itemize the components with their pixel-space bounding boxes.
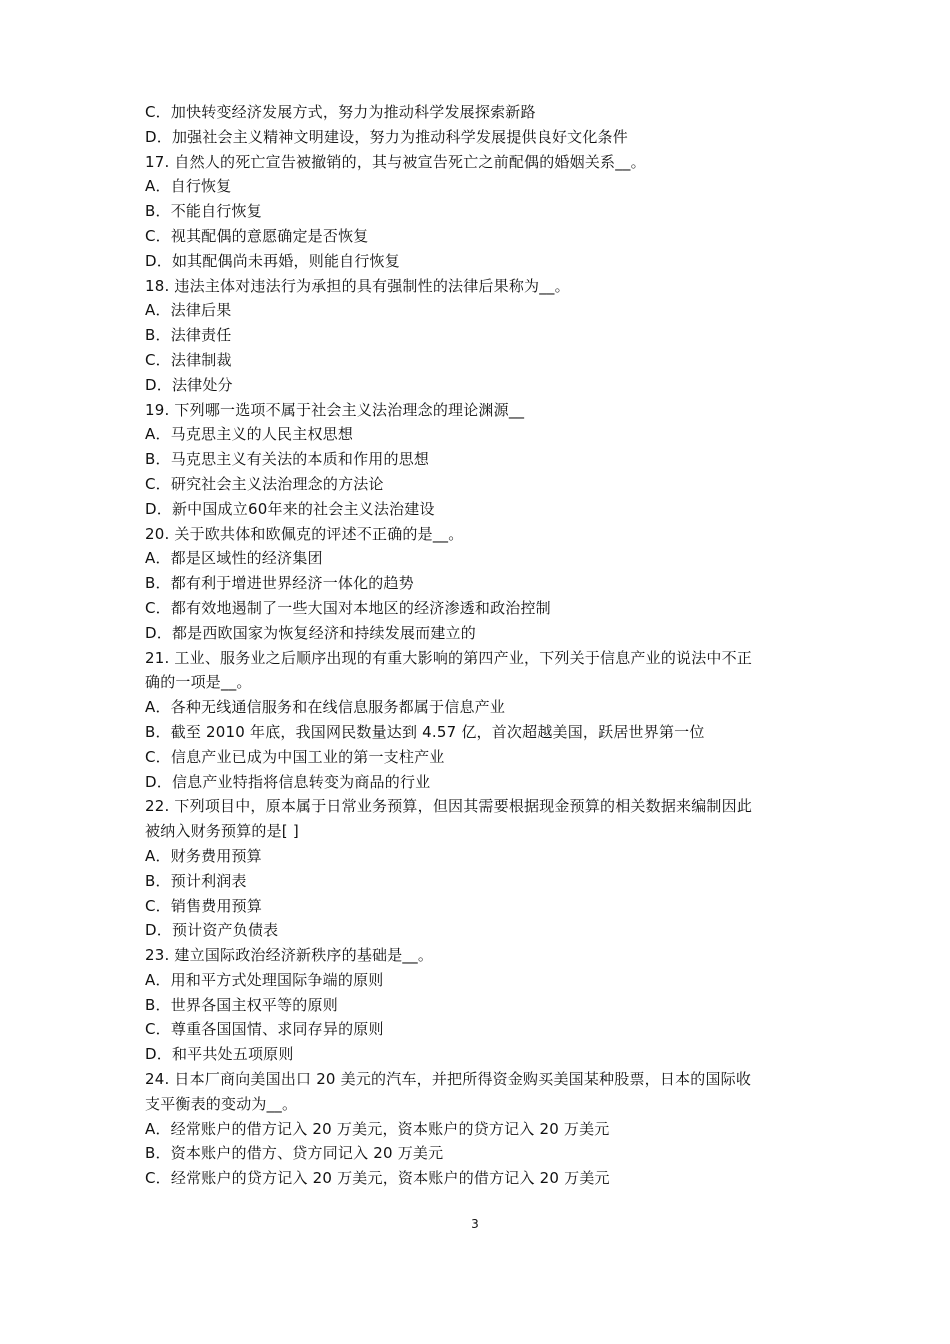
answer-option: A．经常账户的借方记入 20 万美元，资本账户的贷方记入 20 万美元 (145, 1119, 610, 1138)
page-number: 3 (471, 1217, 479, 1231)
answer-option: C．信息产业已成为中国工业的第一支柱产业 (145, 747, 445, 766)
answer-option: D．都是西欧国家为恢复经济和持续发展而建立的 (145, 623, 476, 642)
question-stem: 17. 自然人的死亡宣告被撤销的，其与被宣告死亡之前配偶的婚姻关系__。 (145, 152, 646, 171)
answer-option: B．世界各国主权平等的原则 (145, 995, 338, 1014)
question-stem-continued: 支平衡表的变动为__。 (145, 1094, 298, 1113)
answer-option: B．不能自行恢复 (145, 202, 262, 221)
answer-option: C．都有效地遏制了一些大国对本地区的经济渗透和政治控制 (145, 598, 551, 617)
answer-option: B．预计利润表 (145, 871, 247, 890)
answer-option: D．预计资产负债表 (145, 921, 279, 940)
answer-option: A．马克思主义的人民主权思想 (145, 425, 354, 444)
question-stem: 19. 下列哪一选项不属于社会主义法治理念的理论渊源__ (145, 400, 525, 419)
answer-option: C．经常账户的贷方记入 20 万美元，资本账户的借方记入 20 万美元 (145, 1169, 610, 1188)
answer-option: C．尊重各国国情、求同存异的原则 (145, 1020, 384, 1039)
question-stem: 21. 工业、服务业之后顺序出现的有重大影响的第四产业，下列关于信息产业的说法中不正 (145, 648, 753, 667)
answer-option: A．用和平方式处理国际争端的原则 (145, 970, 384, 989)
answer-option: B．马克思主义有关法的本质和作用的思想 (145, 450, 430, 469)
question-stem: 23. 建立国际政治经济新秩序的基础是__。 (145, 946, 434, 965)
answer-option: B．都有利于增进世界经济一体化的趋势 (145, 574, 414, 593)
answer-option: D．如其配偶尚未再婚，则能自行恢复 (145, 251, 400, 270)
answer-option: D．信息产业特指将信息转变为商品的行业 (145, 772, 431, 791)
answer-option: B．截至 2010 年底，我国网民数量达到 4.57 亿，首次超越美国，跃居世界第一位 (145, 722, 705, 741)
question-stem-continued: 被纳入财务预算的是[ ] (145, 822, 299, 841)
answer-option: A．自行恢复 (145, 177, 232, 196)
answer-option: A．各种无线通信服务和在线信息服务都属于信息产业 (145, 698, 506, 717)
question-stem: 24. 日本厂商向美国出口 20 美元的汽车，并把所得资金购买美国某种股票，日本的国际收 (145, 1070, 752, 1089)
question-stem: 22. 下列项目中，原本属于日常业务预算，但因其需要根据现金预算的相关数据来编制因此 (145, 797, 753, 816)
answer-option: C．法律制裁 (145, 350, 232, 369)
answer-option: C．视其配偶的意愿确定是否恢复 (145, 226, 369, 245)
answer-option: B．资本账户的借方、贷方同记入 20 万美元 (145, 1144, 444, 1163)
question-text-block (145, 100, 825, 1191)
answer-option: A．财务费用预算 (145, 846, 262, 865)
question-stem: 20. 关于欧共体和欧佩克的评述不正确的是__。 (145, 524, 464, 543)
question-stem: 18. 违法主体对违法行为承担的具有强制性的法律后果称为__。 (145, 276, 570, 295)
answer-option: A．法律后果 (145, 301, 232, 320)
question-stem-continued: 确的一项是__。 (145, 673, 252, 692)
answer-option: D．新中国成立60年来的社会主义法治建设 (145, 499, 435, 518)
answer-option: D．和平共处五项原则 (145, 1045, 294, 1064)
answer-option: A．都是区域性的经济集团 (145, 549, 323, 568)
text-line: C．加快转变经济发展方式，努力为推动科学发展探索新路 (145, 103, 536, 121)
answer-option: B．法律责任 (145, 326, 232, 345)
answer-option: D．法律处分 (145, 375, 233, 394)
answer-option: C．销售费用预算 (145, 896, 263, 915)
text-line: D．加强社会主义精神文明建设，努力为推动科学发展提供良好文化条件 (145, 127, 628, 146)
answer-option: C．研究社会主义法治理念的方法论 (145, 474, 384, 493)
